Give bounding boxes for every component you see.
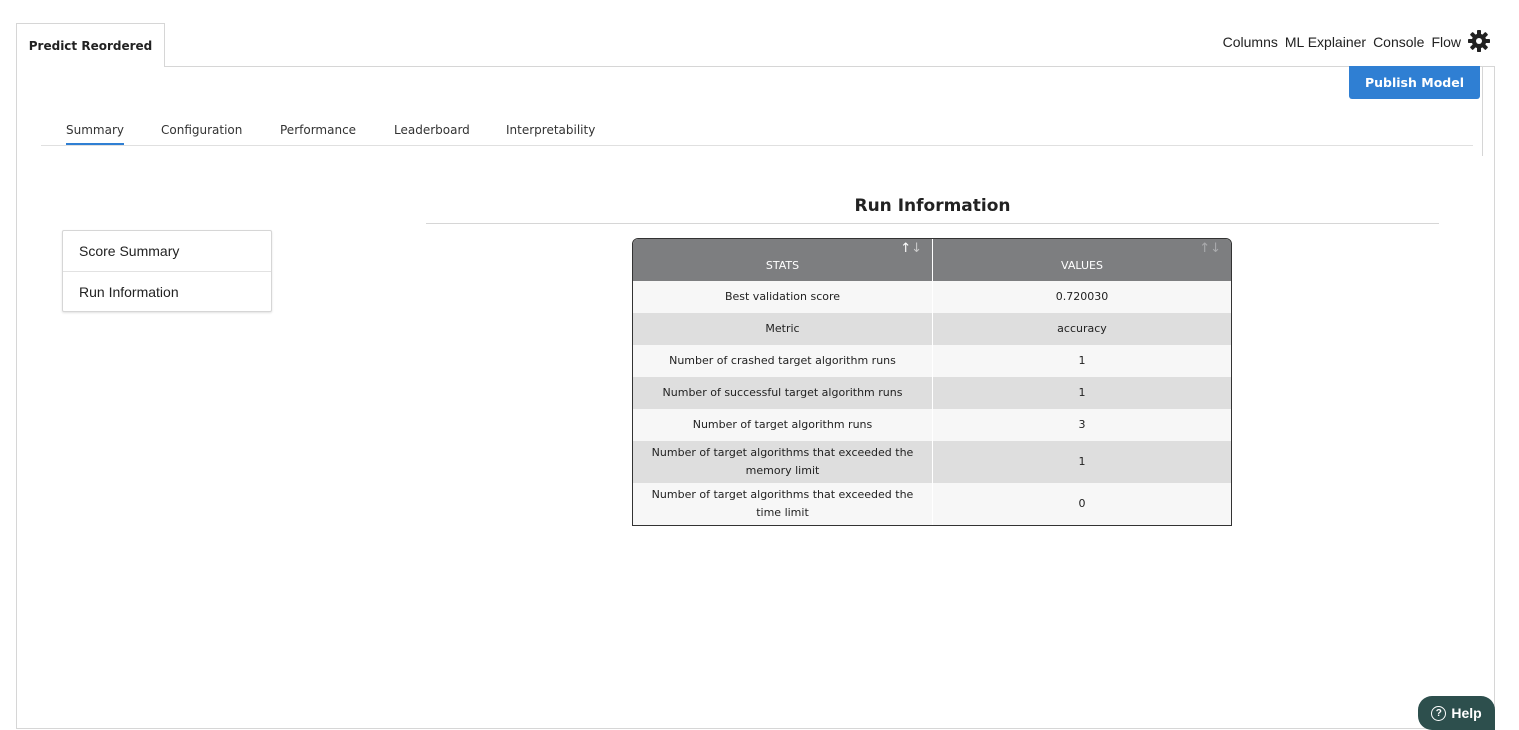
table-row [633,377,1231,409]
table-body [633,281,1231,525]
section-title: Run Information [426,196,1439,224]
top-nav [1223,34,1461,50]
side-item-score-summary[interactable]: Score Summary [79,243,180,259]
run-info-table [632,238,1232,526]
nav-link-ml-explainer[interactable]: ML Explainer [1284,34,1367,50]
table-cell-stat: Metric [765,322,800,335]
table-cell-stat: Number of target algorithms that exceeded the memory limit [651,446,914,477]
tab-performance[interactable]: Performance [280,123,357,137]
table-cell-stat: Best validation score [724,290,841,303]
help-label: Help [1451,705,1482,721]
nav-link-columns[interactable]: Columns [1222,34,1278,50]
tab-leaderboard[interactable]: Leaderboard [394,123,470,137]
column-header-label: STATS [765,259,800,272]
table-cell-stat: Number of target algorithms that exceeded the time limit [651,488,914,519]
nav-link-flow[interactable]: Flow [1431,34,1461,50]
table-row [633,409,1231,441]
sort-icon[interactable]: ↑↓ [1199,241,1221,256]
column-header-label: VALUES [1061,259,1103,272]
table-row [633,345,1231,377]
table-cell-value: 1 [932,345,1231,377]
table-row [633,441,1231,483]
table-row [633,281,1231,313]
column-header-values[interactable] [932,239,1231,281]
question-icon: ? [1431,706,1446,721]
sort-icon[interactable]: ↑↓ [900,241,922,256]
help-button[interactable] [1418,696,1495,730]
tab-predict-reordered[interactable]: Predict Reordered [16,23,165,67]
table-cell-value: 1 [932,441,1231,483]
side-item-run-information[interactable]: Run Information [63,271,271,311]
table-cell-stat: Number of successful target algorithm runs [662,386,903,399]
table-cell-value: 0 [932,483,1231,525]
gear-icon[interactable] [1467,29,1491,53]
side-menu [62,230,272,312]
tab-summary[interactable]: Summary [66,123,124,145]
tab-interpretability[interactable]: Interpretability [506,123,596,137]
column-header-stats[interactable] [633,239,932,281]
table-cell-value: 0.720030 [932,281,1231,313]
table-cell-value: accuracy [932,313,1231,345]
panel-divider [1482,66,1483,156]
table-header [633,239,1231,281]
table-cell-value: 3 [932,409,1231,441]
table-cell-stat: Number of target algorithm runs [692,418,873,431]
nav-link-console[interactable]: Console [1373,34,1425,50]
subtab-bar [41,122,1473,146]
publish-model-button[interactable]: Publish Model [1349,66,1480,99]
tab-configuration[interactable]: Configuration [161,123,243,137]
table-row [633,313,1231,345]
table-row [633,483,1231,525]
table-cell-value: 1 [932,377,1231,409]
table-cell-stat: Number of crashed target algorithm runs [669,354,896,367]
